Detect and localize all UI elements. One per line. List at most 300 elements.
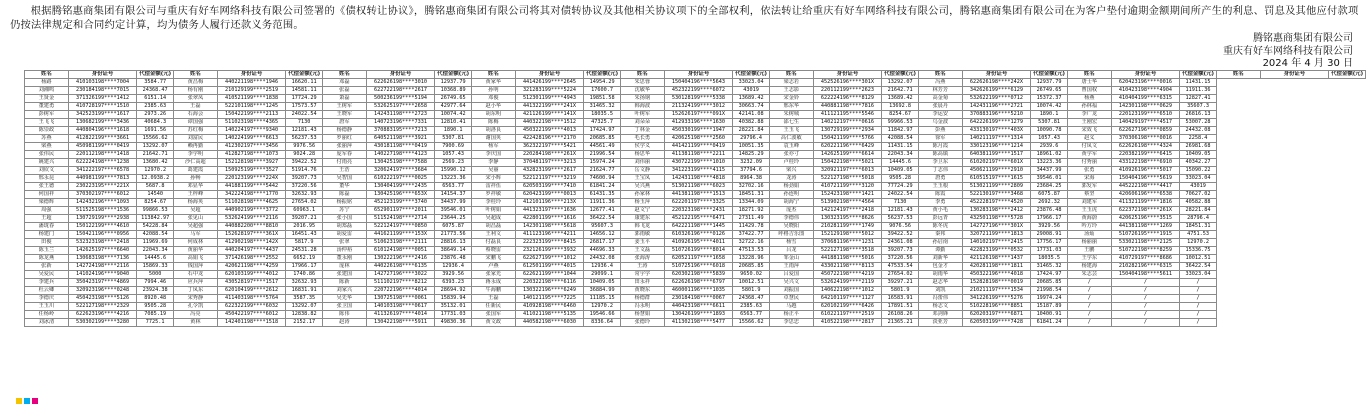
column-header: 身份证号 (664, 71, 733, 79)
amount-cell: 44561.49 (584, 143, 621, 151)
amount-cell: 20685.85 (733, 263, 770, 271)
name-cell: 王树军 (322, 103, 366, 111)
amount-cell: 29008.91 (1031, 231, 1068, 239)
id-cell: 150404196****5643 (664, 79, 733, 87)
name-cell: 孙家林 (620, 191, 664, 199)
amount-cell: 17966.17 (286, 263, 323, 271)
amount-cell: 30663.74 (733, 103, 770, 111)
id-cell: 450330199****1947 (664, 127, 733, 135)
name-cell: 李桂玲 (471, 199, 515, 207)
id-cell: 622623196****4216 (68, 311, 137, 319)
magenta-mark (32, 398, 38, 404)
amount-cell: 2973.26 (137, 111, 174, 119)
id-cell: 652901197****2011 (366, 207, 435, 215)
name-cell: 陈冬虎 (918, 223, 962, 231)
id-cell: 411403198****5764 (217, 295, 286, 303)
amount-cell: 1057.43 (1031, 135, 1068, 143)
amount-cell: 1890.1 (1031, 111, 1068, 119)
name-cell: 陈崇政 (25, 127, 69, 135)
table-row (25, 143, 1366, 151)
amount-cell: 14154.37 (435, 191, 472, 199)
amount-cell: 8964.38 (733, 175, 770, 183)
id-cell: 622627199****1012 (515, 255, 584, 263)
id-cell: 642221198****1445 (664, 223, 733, 231)
id-cell: 440221198****1946 (217, 79, 286, 87)
amount-cell: 4751.53 (1180, 231, 1217, 239)
id-cell: 371426198****2552 (217, 255, 286, 263)
amount-cell: 39422.52 (286, 159, 323, 167)
amount-cell: 42141.08 (733, 111, 770, 119)
id-cell: 130322196****6249 (515, 287, 584, 295)
amount-cell: 17756.17 (1031, 239, 1068, 247)
name-cell: 吕爱国 (769, 271, 813, 279)
table-row (25, 303, 1366, 311)
id-cell: 622224196****8129 (813, 95, 882, 103)
id-cell: 441621199****153X (366, 231, 435, 239)
amount-cell: 13689.42 (882, 95, 919, 103)
name-cell: 陈高镇 (918, 151, 962, 159)
id-cell: 341222197****6578 (68, 167, 137, 175)
amount-cell: 17573.57 (286, 103, 323, 111)
id-cell: 441381198****1513 (664, 191, 733, 199)
amount-cell: 13689.42 (733, 95, 770, 103)
amount-cell: / (1180, 303, 1217, 311)
amount-cell: / (1180, 287, 1217, 295)
amount-cell: 74600.94 (584, 175, 621, 183)
id-cell: 410103198****7004 (68, 79, 137, 87)
id-cell: 440881198****7816 (813, 103, 882, 111)
name-cell: 宋鹏飞 (471, 255, 515, 263)
amount-cell: 2152.17 (286, 319, 323, 327)
id-cell: 142727196****301X (962, 223, 1031, 231)
name-cell: 唐勇 (918, 175, 962, 183)
id-cell: 433130197****403X (962, 127, 1031, 135)
name-cell: 李德伟 (769, 215, 813, 223)
name-cell: 杨有刚 (173, 87, 217, 95)
column-header: 代偿金额(元) (286, 71, 323, 79)
name-cell: 王磊 (471, 295, 515, 303)
id-cell: 441421199****0419 (664, 143, 733, 151)
id-cell: 533021198****2125 (1111, 239, 1180, 247)
name-cell: 杨燕 (1067, 95, 1111, 103)
amount-cell: 5801.9 (733, 287, 770, 295)
debtor-table-container (24, 70, 1366, 359)
amount-cell: 6563.77 (435, 183, 472, 191)
amount-cell: 14445.6 (882, 159, 919, 167)
id-cell: 342523199****1617 (68, 111, 137, 119)
name-cell: 刘富民 (173, 135, 217, 143)
name-cell: 吴先华 (322, 295, 366, 303)
name-cell: 唐军 (322, 119, 366, 127)
amount-cell: 13223.36 (1031, 159, 1068, 167)
id-cell: 620423196****0016 (1111, 79, 1180, 87)
id-cell: 320721199****1813 (962, 231, 1031, 239)
name-cell: 龙涛 (769, 175, 813, 183)
name-cell: 黄文政 (471, 319, 515, 327)
id-cell: 142724198****2116 (68, 263, 137, 271)
name-cell: 邢东华 (769, 103, 813, 111)
amount-cell: 9024.28 (286, 151, 323, 159)
name-cell: 李学明 (173, 151, 217, 159)
amount-cell: 8920.48 (137, 295, 174, 303)
name-cell: 王玉川 (25, 303, 69, 311)
id-cell: 130283198****2412 (962, 207, 1031, 215)
column-header: 姓名 (471, 71, 515, 79)
id-cell: 150122199****4610 (68, 223, 137, 231)
table-row (25, 287, 1366, 295)
id-cell: 370883196****5210 (962, 111, 1031, 119)
id-cell: 410926195****4011 (664, 239, 733, 247)
id-cell: 142301198****5618 (515, 223, 584, 231)
name-cell: 朱志芸 (1067, 271, 1111, 279)
amount-cell: 24022.54 (882, 191, 919, 199)
id-cell: 230223195****221X (68, 183, 137, 191)
id-cell: 411321199****1816 (1111, 199, 1180, 207)
amount-cell: 47533.54 (882, 263, 919, 271)
amount-cell: 15372.37 (1031, 95, 1068, 103)
amount-cell: 70627.02 (1180, 191, 1217, 199)
name-cell: 张新 (25, 263, 69, 271)
amount-cell: 113842.97 (137, 215, 174, 223)
id-cell: 150421199****5766 (813, 135, 882, 143)
amount-cell: 12936.4 (584, 263, 621, 271)
name-cell: 袁玉峰 (769, 143, 813, 151)
id-cell: 142625199****6614 (813, 151, 882, 159)
id-cell: 222323199****8415 (515, 239, 584, 247)
amount-cell: 34437.99 (1031, 167, 1068, 175)
name-cell: 杨思华 (620, 151, 664, 159)
id-cell: 210129199****2519 (217, 87, 286, 95)
name-cell: 彭燕 (918, 127, 962, 135)
name-cell: 李卫东 (918, 159, 962, 167)
id-cell: 420625196****3515 (1111, 215, 1180, 223)
amount-cell: 18451.31 (733, 191, 770, 199)
amount-cell: 14540 (137, 191, 174, 199)
name-cell: 石海会 (173, 111, 217, 119)
id-cell: 150404196****5619 (1111, 175, 1180, 183)
name-cell: 王志影 (769, 87, 813, 95)
amount-cell: 26817.17 (584, 239, 621, 247)
amount-cell: 10012.51 (1180, 255, 1217, 263)
id-cell: 610326196****0126 (664, 231, 733, 239)
amount-cell: 13292.07 (286, 303, 323, 311)
name-cell: 杨慧娟 (620, 311, 664, 319)
id-cell: 220112199****2623 (813, 87, 882, 95)
id-cell: / (1111, 319, 1180, 327)
id-cell: 142301198****0629 (1111, 103, 1180, 111)
id-cell: 412933196****1630 (664, 119, 733, 127)
amount-cell: 13292.07 (137, 143, 174, 151)
amount-cell: 39297.21 (882, 279, 919, 287)
id-cell: 142727196****3022 (366, 271, 435, 279)
column-header: 姓名 (25, 71, 69, 79)
id-cell: 522127198****5018 (813, 175, 882, 183)
column-header: 身份证号 (217, 71, 286, 79)
id-cell: 422428196****2170 (515, 135, 584, 143)
name-cell: 彭树军 (25, 111, 69, 119)
amount-cell: / (1180, 319, 1217, 327)
amount-cell: 17424.97 (1031, 271, 1068, 279)
amount-cell: 9076.56 (882, 223, 919, 231)
name-cell: 张国军 (471, 311, 515, 319)
name-cell: 苏红梅 (173, 127, 217, 135)
amount-cell: 7725.1 (137, 319, 174, 327)
amount-cell: 9505.28 (137, 303, 174, 311)
id-cell: 450322199****4013 (515, 127, 584, 135)
amount-cell: 12937.79 (435, 79, 472, 87)
id-cell: 610221197****2519 (813, 311, 882, 319)
name-cell: 姜玉平 (620, 239, 664, 247)
id-cell: 620203197****6871 (962, 311, 1031, 319)
amount-cell: 11969.69 (137, 239, 174, 247)
amount-cell: 9505.28 (882, 175, 919, 183)
name-cell: 杨建海 (1067, 263, 1111, 271)
id-cell: 440981199****7813 (68, 175, 137, 183)
yellow-mark (16, 398, 22, 404)
id-cell: 452228197****4520 (962, 199, 1031, 207)
name-cell: 杨志文 (918, 303, 962, 311)
id-cell: 320624197****3684 (366, 167, 435, 175)
amount-cell: 23876.48 (435, 255, 472, 263)
name-cell: 黄家华 (471, 79, 515, 87)
amount-cell: 56237.53 (286, 135, 323, 143)
amount-cell: 35132.01 (435, 303, 472, 311)
amount-cell: 1890.1 (435, 127, 472, 135)
id-cell: 432501198****5728 (962, 215, 1031, 223)
id-cell: 422801199****1616 (515, 215, 584, 223)
amount-cell: 10074.42 (1031, 103, 1068, 111)
id-cell: 412822199****3661 (68, 135, 137, 143)
id-cell: 622626198****6797 (664, 279, 733, 287)
table-row (25, 223, 1366, 231)
id-cell: 140227198****4123 (366, 151, 435, 159)
name-cell: 陈月霞 (918, 143, 962, 151)
id-cell: 421126199****141X (515, 111, 584, 119)
amount-cell: 37220.56 (286, 183, 323, 191)
amount-cell: 10012.51 (733, 279, 770, 287)
column-header: 姓名 (322, 71, 366, 79)
name-cell: 谭国强 (173, 119, 217, 127)
name-cell: 董永刚 (322, 255, 366, 263)
id-cell: 321283199****5224 (515, 87, 584, 95)
name-cell: 常宇学 (620, 271, 664, 279)
name-cell: 黄海蔚 (1067, 215, 1111, 223)
notice-paragraph: 根据腾铭惠商集团有限公司与重庆有好车网络科技有限公司签署的《债权转让协议》，腾铭惠商集团有限公司将其对债转协议及其他相关协议项下的全部权利，依法转让给重庆有好车网络科技有限公司，腾铭惠商集团有限公司在为客户垫付逾期金额期间所产生的利息、罚息及其他应付款项仍按法律规定和合同约定计算，均为债务人履行还款义务范围。 (10, 5, 1359, 31)
name-cell: 王文磊 (620, 247, 664, 255)
amount-cell: 12.0938.2 (137, 175, 174, 183)
amount-cell: 18451.31 (1180, 223, 1217, 231)
id-cell: 420621198****4259 (217, 263, 286, 271)
name-cell: 叶树娟 (471, 207, 515, 215)
name-cell: 王梓峰 (173, 191, 217, 199)
name-cell: 苏燕 (25, 135, 69, 143)
id-cell: 620521197****1658 (664, 255, 733, 263)
amount-cell: 26749.65 (1031, 87, 1068, 95)
amount-cell: 37422.77 (733, 231, 770, 239)
name-cell: 杨建门 (25, 231, 69, 239)
id-cell: 140429197****4517 (1111, 119, 1180, 127)
amount-cell: / (1180, 311, 1217, 319)
amount-cell: 37220.56 (882, 255, 919, 263)
amount-cell: 44696.33 (584, 247, 621, 255)
name-cell: 杨德静 (322, 127, 366, 135)
name-cell: 胡郑磊 (322, 223, 366, 231)
id-cell: 210211197****1534 (962, 287, 1031, 295)
amount-cell: 6075.87 (435, 223, 472, 231)
amount-cell: 33023.04 (1180, 271, 1217, 279)
id-cell: 370306198****0016 (1111, 135, 1180, 143)
amount-cell: 6652.19 (286, 255, 323, 263)
name-cell: 胡昌磊 (471, 223, 515, 231)
amount-cell: 49830.36 (435, 319, 472, 327)
name-cell: 王超 (25, 215, 69, 223)
name-cell: 孙林福 (1067, 103, 1111, 111)
name-cell: 邓俊 (471, 95, 515, 103)
amount-cell: 27654.02 (286, 199, 323, 207)
name-cell: 汤灿 (1067, 231, 1111, 239)
amount-cell: 12181.43 (882, 207, 919, 215)
id-cell: 362322197****5421 (515, 143, 584, 151)
name-cell: 谢国英 (471, 135, 515, 143)
id-cell: 411021198****5135 (515, 311, 584, 319)
column-header: 代偿金额(元) (584, 71, 621, 79)
id-cell: 150422198****5021 (813, 159, 882, 167)
amount-cell: 40382.88 (733, 119, 770, 127)
name-cell: 苏宁 (322, 207, 366, 215)
amount-cell: 10051.35 (733, 143, 770, 151)
name-cell: 刘振国 (769, 287, 813, 295)
id-cell: 440226198****6135 (366, 263, 435, 271)
amount-cell: 10409.05 (584, 279, 621, 287)
name-cell: 庞杰 (769, 207, 813, 215)
id-cell: 140224199****6613 (217, 135, 286, 143)
name-cell: 梁志若 (769, 79, 813, 87)
id-cell: 220284198****261X (515, 151, 584, 159)
name-cell: 卓慧民 (769, 295, 813, 303)
name-cell: 杨振铭 (322, 199, 366, 207)
id-cell: 220722196****4014 (366, 287, 435, 295)
amount-cell: 21998.54 (1031, 287, 1068, 295)
id-cell: 370681196****1231 (813, 239, 882, 247)
amount-cell: 17731.03 (1031, 247, 1068, 255)
id-cell: 450322196****4018 (962, 271, 1031, 279)
column-header: 姓名 (769, 71, 813, 79)
name-cell: 谭勤 (918, 247, 962, 255)
amount-cell: 14445.6 (137, 255, 174, 263)
name-cell: 付雨亮 (322, 159, 366, 167)
id-cell: 622224198****1238 (68, 159, 137, 167)
id-cell: 432823199****2617 (515, 167, 584, 175)
name-cell: 潘珑春 (25, 223, 69, 231)
name-cell: 何成林 (173, 239, 217, 247)
name-cell: 赵小华 (471, 103, 515, 111)
amount-cell: 23644.25 (435, 215, 472, 223)
amount-cell: 11431.15 (882, 143, 919, 151)
id-cell: 420625198****2560 (664, 135, 733, 143)
amount-cell: 23876.48 (1031, 207, 1068, 215)
table-row (25, 151, 1366, 159)
amount-cell: 2385.63 (733, 303, 770, 311)
name-cell: 何国祥 (25, 191, 69, 199)
name-cell: 张勇 (1067, 167, 1111, 175)
name-cell: 宋秀静 (173, 295, 217, 303)
amount-cell: 28221.84 (733, 127, 770, 135)
id-cell: 342224198****1770 (217, 191, 286, 199)
amount-cell: 1057.43 (435, 151, 472, 159)
name-cell: 萧磊 (322, 95, 366, 103)
id-cell: 410721199****3120 (813, 183, 882, 191)
id-cell: 410522198****2817 (813, 319, 882, 327)
id-cell: / (1111, 279, 1180, 287)
id-cell: 450621199****2910 (962, 167, 1031, 175)
id-cell: 410404199****6315 (1111, 95, 1180, 103)
name-cell: 陈玉兰 (25, 247, 69, 255)
name-cell: 毛长勇 (620, 135, 664, 143)
name-cell: 宋效飞 (1067, 127, 1111, 135)
id-cell: 420281198****1811 (962, 263, 1031, 271)
id-cell: 152626197****091X (664, 111, 733, 119)
amount-cell: 15336.75 (1180, 247, 1217, 255)
id-cell: 140723196****7331 (366, 119, 435, 127)
name-cell: 赵文宁 (620, 207, 664, 215)
amount-cell: / (1180, 279, 1217, 287)
id-cell: 450423198****5126 (68, 295, 137, 303)
id-cell: 130729199****2934 (813, 127, 882, 135)
amount-cell: 31465.32 (584, 103, 621, 111)
amount-cell: 10409.05 (882, 167, 919, 175)
id-cell: 513021198****6023 (664, 183, 733, 191)
id-cell: 622626198****242X (962, 79, 1031, 87)
name-cell: 宋金铃 (769, 95, 813, 103)
amount-cell: 18035.5 (584, 111, 621, 119)
amount-cell: 12827.41 (1180, 95, 1217, 103)
name-cell: 雷祥伍 (471, 183, 515, 191)
name-cell: 王学东 (1067, 255, 1111, 263)
signature-block (1113, 33, 1353, 71)
table-row (25, 87, 1366, 95)
id-cell: 450422197****6012 (217, 311, 286, 319)
amount-cell: 18035.5 (1031, 255, 1068, 263)
amount-cell: 99966.53 (882, 119, 919, 127)
amount-cell: 29099.1 (584, 271, 621, 279)
amount-cell: 14825.29 (733, 151, 770, 159)
amount-cell: 10368.89 (435, 87, 472, 95)
name-cell: 沈敏华 (620, 87, 664, 95)
id-cell: 440882200****8810 (217, 223, 286, 231)
id-cell: 371326199****1412 (68, 95, 137, 103)
amount-cell: 7900.69 (435, 143, 472, 151)
id-cell: 610202197****601X (962, 159, 1031, 167)
id-cell: 220382199****6415 (1111, 151, 1180, 159)
name-cell: 吴超强 (173, 223, 217, 231)
amount-cell: 16451.43 (286, 231, 323, 239)
id-cell: 460001196****1035 (664, 287, 733, 295)
name-cell: 陈磊 (322, 191, 366, 199)
name-cell: 吴超成 (471, 215, 515, 223)
amount-cell: 35607.3 (1180, 103, 1217, 111)
name-cell: 杨海英 (173, 199, 217, 207)
name-cell: 孙明 (471, 87, 515, 95)
column-header: 姓名 (918, 71, 962, 79)
name-cell: 卢桂玲 (769, 159, 813, 167)
amount-cell: 36422.54 (1180, 263, 1217, 271)
id-cell: 140622198****1012 (813, 287, 882, 295)
amount-cell: 39546.01 (1031, 175, 1068, 183)
id-cell: 440423198****6611 (664, 303, 733, 311)
id-cell: 440804196****1618 (68, 127, 137, 135)
name-cell: 杨正平 (769, 311, 813, 319)
id-cell: 532624199****2116 (217, 215, 286, 223)
